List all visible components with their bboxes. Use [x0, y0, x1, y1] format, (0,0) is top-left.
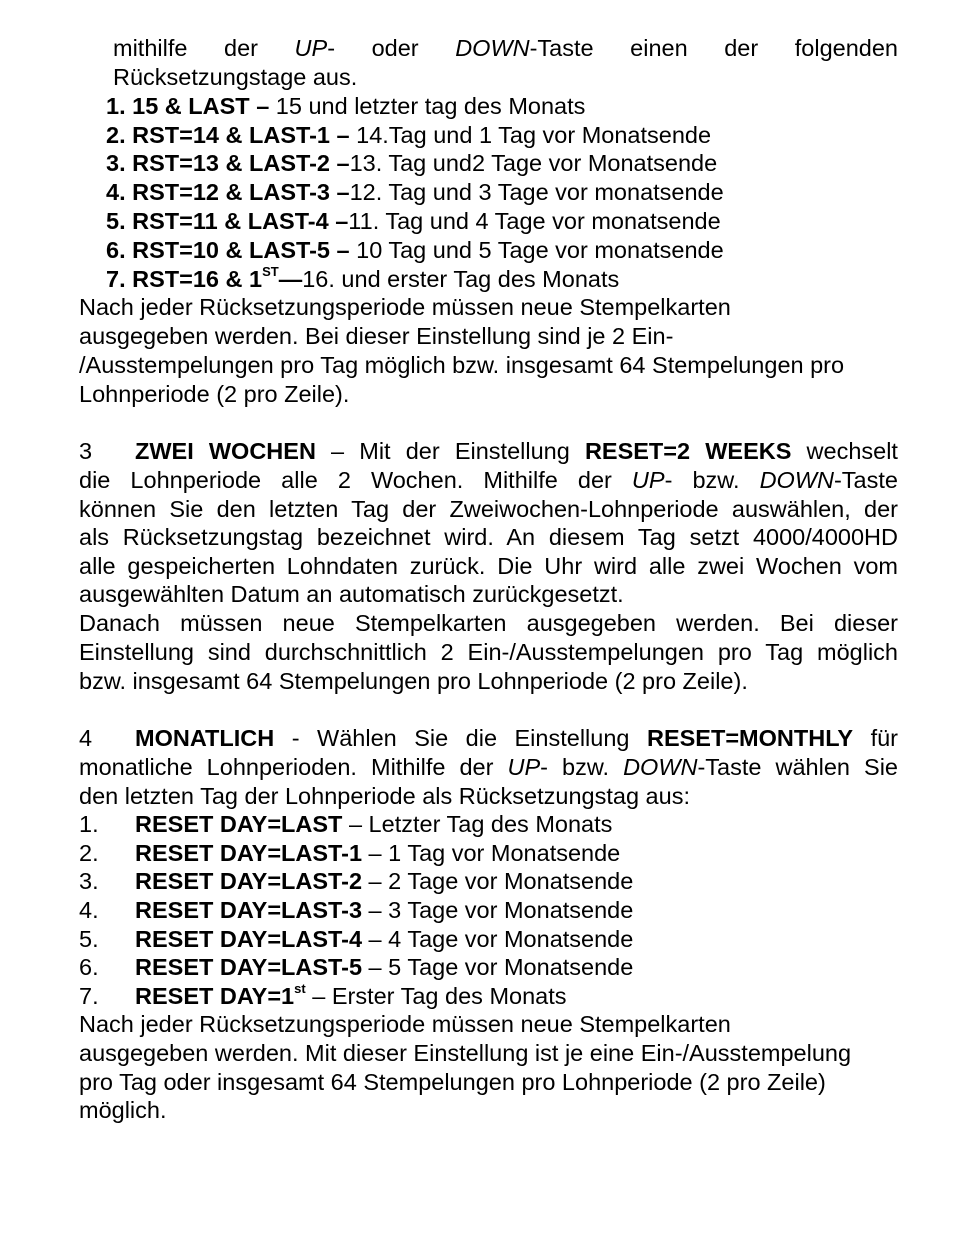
monthly-list-item-1 — [79, 810, 612, 839]
section-text: - bzw. — [664, 467, 760, 493]
semi-list-item-6 — [106, 236, 724, 265]
section-text: – Mit der Einstellung — [315, 438, 585, 464]
setting-code: RESET DAY=1 — [135, 983, 295, 1009]
setting-description: – Letzter Tag des Monats — [342, 811, 613, 837]
setting-code: RST=10 & LAST-5 – — [132, 237, 350, 263]
setting-description: 13. Tag und2 Tage vor Monatsende — [349, 150, 718, 176]
section3-line-4: als Rücksetzungstag bezeichnet wird. An diesem Tag setzt 4000/4000HD — [79, 524, 898, 550]
section4-after-line-2: ausgegeben werden. Mit dieser Einstellung ist je eine Ein-/Ausstempelung — [79, 1040, 852, 1066]
down-key-label: DOWN — [455, 35, 530, 61]
setting-code: RST=16 & 1 — [132, 266, 263, 292]
intro-line-1 — [113, 34, 898, 63]
setting-code: RESET=2 WEEKS — [584, 438, 792, 464]
monthly-list-item-4 — [79, 896, 633, 925]
down-key-label: DOWN — [623, 754, 698, 780]
setting-description: 11. Tag und 4 Tage vor monatsende — [348, 208, 721, 234]
list-number: 4. — [106, 179, 126, 205]
section4-line-2 — [79, 753, 898, 782]
list-number: 4. — [79, 897, 99, 923]
semi-after-line-4: Lohnperiode (2 pro Zeile). — [79, 381, 350, 407]
list-number: 3. — [106, 150, 126, 176]
section3-line-6: ausgewählten Datum an automatisch zurückgesetzt. — [79, 581, 624, 607]
section3-line-9: bzw. insgesamt 64 Stempelungen pro Lohnperiode (2 pro Zeile). — [79, 668, 748, 694]
list-number: 2. — [106, 122, 126, 148]
intro-line-2: Rücksetzungstage aus. — [113, 64, 358, 90]
section-number: 3 — [79, 438, 93, 464]
up-key-label: UP — [507, 754, 541, 780]
monthly-list-item-2 — [79, 839, 620, 868]
setting-description: 15 und letzter tag des Monats — [269, 93, 586, 119]
section4-after-line-3: pro Tag oder insgesamt 64 Stempelungen pro Lohnperiode (2 pro Zeile) — [79, 1069, 826, 1095]
setting-code: RST=13 & LAST-2 – — [132, 150, 350, 176]
list-number: 5. — [79, 926, 99, 952]
semi-list-item-2 — [106, 121, 711, 150]
up-key-label: UP — [294, 35, 328, 61]
setting-code: RESET=MONTHLY — [646, 725, 854, 751]
section4-after-line-4: möglich. — [79, 1097, 167, 1123]
down-key-label: DOWN — [759, 467, 834, 493]
list-number: 7. — [106, 266, 126, 292]
list-number: 3. — [79, 868, 99, 894]
section-text: -Taste — [833, 467, 898, 493]
monthly-list-item-3 — [79, 867, 633, 896]
section3-line-7: Danach müssen neue Stempelkarten ausgegeben werden. Bei dieser — [79, 610, 898, 636]
setting-description: – 4 Tage vor Monatsende — [362, 926, 634, 952]
monthly-list-item-7 — [79, 982, 567, 1011]
semi-list-item-1 — [106, 92, 585, 121]
semi-list-item-4 — [106, 178, 724, 207]
semi-list-item-3 — [106, 149, 717, 178]
ordinal-suffix: st — [294, 981, 306, 996]
setting-description: – 1 Tag vor Monatsende — [362, 840, 621, 866]
section3-line-8: Einstellung sind durchschnittlich 2 Ein-/Ausstempelungen pro Tag möglich — [79, 639, 898, 665]
list-number: 6. — [79, 954, 99, 980]
setting-code: RESET DAY=LAST-1 — [135, 840, 363, 866]
section-text: wechselt — [791, 438, 898, 464]
list-number: 1. — [79, 811, 99, 837]
section-text: - bzw. — [540, 754, 624, 780]
semi-list-item-5 — [106, 207, 721, 236]
semi-after-line-3: /Ausstempelungen pro Tag möglich bzw. insgesamt 64 Stempelungen pro — [79, 352, 845, 378]
section4-line-3: den letzten Tag der Lohnperiode als Rücksetzungstag aus: — [79, 783, 690, 809]
section-title: ZWEI WOCHEN — [135, 438, 316, 464]
setting-description: – Erster Tag des Monats — [305, 983, 567, 1009]
intro-text: -Taste einen der folgenden — [529, 35, 898, 61]
setting-description: – 2 Tage vor Monatsende — [362, 868, 634, 894]
section3-line-2 — [79, 466, 898, 495]
em-dash: — — [278, 266, 303, 292]
setting-description: 16. und erster Tag des Monats — [302, 266, 620, 292]
section-text: -Taste wählen Sie — [697, 754, 898, 780]
semi-after-line-1: Nach jeder Rücksetzungsperiode müssen neue Stempelkarten — [79, 294, 731, 320]
intro-text: mithilfe der — [113, 35, 295, 61]
intro-text: - oder — [327, 35, 456, 61]
semi-list-item-7 — [106, 265, 619, 294]
ordinal-suffix: ST — [262, 264, 279, 279]
list-number: 2. — [79, 840, 99, 866]
section-text: monatliche Lohnperioden. Mithilfe der — [79, 754, 508, 780]
monthly-list-item-5 — [79, 925, 633, 954]
setting-code: 15 & LAST – — [132, 93, 270, 119]
monthly-list-item-6 — [79, 953, 633, 982]
semi-after-line-2: ausgegeben werden. Bei dieser Einstellung sind je 2 Ein- — [79, 323, 674, 349]
section4-after-line-1: Nach jeder Rücksetzungsperiode müssen neue Stempelkarten — [79, 1011, 731, 1037]
section3-heading-line — [79, 437, 898, 466]
setting-code: RST=12 & LAST-3 – — [132, 179, 350, 205]
list-number: 5. — [106, 208, 126, 234]
setting-description: 10 Tag und 5 Tage vor monatsende — [349, 237, 724, 263]
setting-code: RESET DAY=LAST — [135, 811, 343, 837]
list-number: 6. — [106, 237, 126, 263]
setting-code: RESET DAY=LAST-5 — [135, 954, 363, 980]
section3-line-3: können Sie den letzten Tag der Zweiwochen-Lohnperiode auswählen, der — [79, 496, 898, 522]
section-text: die Lohnperiode alle 2 Wochen. Mithilfe der — [79, 467, 632, 493]
list-number: 1. — [106, 93, 126, 119]
setting-description: 12. Tag und 3 Tage vor monatsende — [349, 179, 724, 205]
setting-code: RESET DAY=LAST-2 — [135, 868, 363, 894]
section3-line-5: alle gespeicherten Lohndaten zurück. Die Uhr wird alle zwei Wochen vom — [79, 553, 898, 579]
up-key-label: UP — [631, 467, 665, 493]
section4-heading-line — [79, 724, 898, 753]
setting-code: RST=11 & LAST-4 – — [132, 208, 349, 234]
setting-description: – 5 Tage vor Monatsende — [362, 954, 634, 980]
setting-code: RESET DAY=LAST-3 — [135, 897, 363, 923]
setting-code: RST=14 & LAST-1 – — [132, 122, 350, 148]
section-text: für — [853, 725, 898, 751]
section-number: 4 — [79, 725, 93, 751]
section-text: - Wählen Sie die Einstellung — [274, 725, 647, 751]
setting-code: RESET DAY=LAST-4 — [135, 926, 363, 952]
list-number: 7. — [79, 983, 99, 1009]
setting-description: – 3 Tage vor Monatsende — [362, 897, 634, 923]
section-title: MONATLICH — [135, 725, 275, 751]
setting-description: 14.Tag und 1 Tag vor Monatsende — [349, 122, 712, 148]
